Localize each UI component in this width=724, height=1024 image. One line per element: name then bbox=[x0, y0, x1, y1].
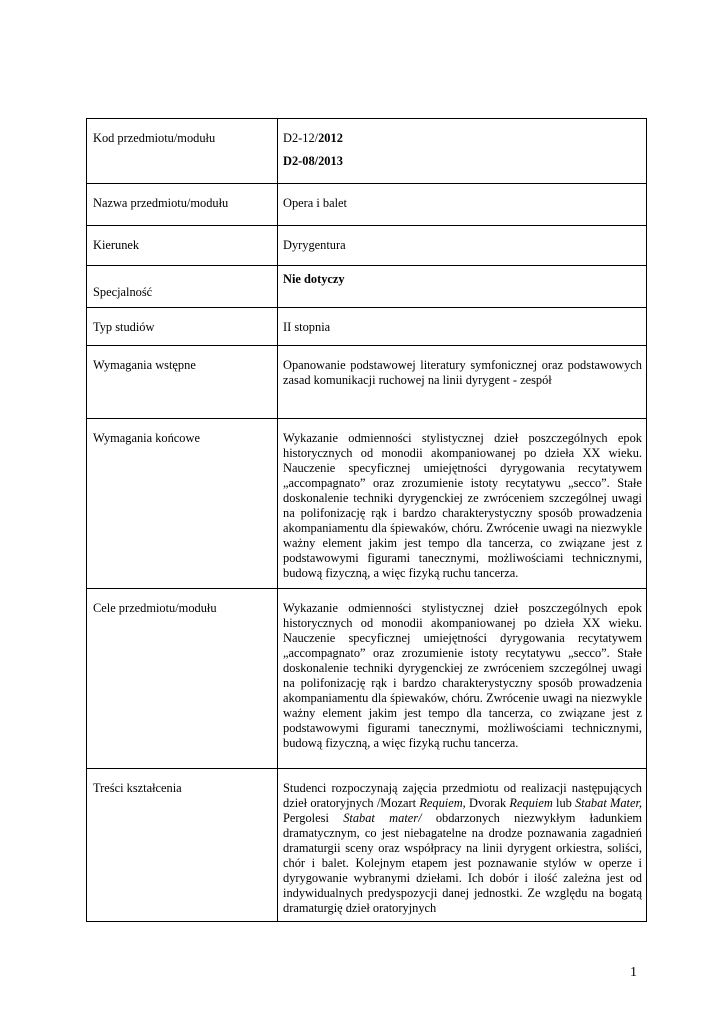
label-specialty: Specjalność bbox=[87, 266, 278, 308]
content-work-pergolesi-stabat-mater: Stabat mater/ bbox=[343, 811, 422, 825]
row-course-content bbox=[87, 769, 647, 922]
content-text-2: Dvorak bbox=[465, 796, 510, 810]
course-code-prefix: D2-12/ bbox=[283, 131, 319, 145]
label-field: Kierunek bbox=[87, 226, 278, 266]
course-code-2012 bbox=[283, 131, 642, 146]
row-course-name bbox=[87, 184, 647, 226]
value-field: Dyrygentura bbox=[278, 226, 647, 266]
course-code-2013: D2-08/2013 bbox=[283, 154, 343, 168]
label-prerequisites: Wymagania wstępne bbox=[87, 346, 278, 419]
value-course-content bbox=[278, 769, 647, 922]
row-final-requirements bbox=[87, 419, 647, 589]
content-work-stabat-mater: Stabat Mater, bbox=[575, 796, 643, 810]
row-specialty bbox=[87, 266, 647, 308]
content-text-3: lub bbox=[552, 796, 576, 810]
content-text-4: Pergolesi bbox=[283, 811, 344, 825]
value-final-requirements: Wykazanie odmienności stylistycznej dzieł poszczególnych epok historycznych od monodii akompaniowanej po dzieła XX wieku. Nauczenie specyficznej umiejętności dyrygowania recytatywem „accompagnato” oraz zrozumienie istoty recytatywu „secco”. Stałe doskonalenie techniki dyrygenckiej ze zwróceniem szczególnej uwagi na polifonizację rąk i bardzo charakterystyczny sposób prowadzenia akompaniamentu dla śpiewaków, chóru. Zwrócenie uwagi na niezwykle ważny element jakim jest tempo dla tancerza, co związane jest z podstawowymi figurami tanecznymi, możliwościami technicznymi, budową fizyczną, a więc fizyką ruchu tancerza. bbox=[278, 419, 647, 589]
label-course-content: Treści kształcenia bbox=[87, 769, 278, 922]
value-study-type: II stopnia bbox=[278, 308, 647, 346]
course-syllabus-table bbox=[86, 118, 647, 922]
row-course-goals bbox=[87, 589, 647, 769]
content-work-mozart-requiem: Requiem, bbox=[419, 796, 466, 810]
course-code-year: 2012 bbox=[318, 131, 343, 145]
value-course-code bbox=[278, 119, 647, 184]
label-course-code: Kod przedmiotu/modułu bbox=[87, 119, 278, 184]
value-prerequisites: Opanowanie podstawowej literatury symfonicznej oraz podstawowych zasad komunikacji ruchowej na linii dyrygent - zespół bbox=[278, 346, 647, 419]
content-work-dvorak-requiem: Requiem bbox=[509, 796, 553, 810]
row-prerequisites bbox=[87, 346, 647, 419]
label-final-requirements: Wymagania końcowe bbox=[87, 419, 278, 589]
label-course-goals: Cele przedmiotu/modułu bbox=[87, 589, 278, 769]
row-field bbox=[87, 226, 647, 266]
row-study-type bbox=[87, 308, 647, 346]
label-study-type: Typ studiów bbox=[87, 308, 278, 346]
label-course-name: Nazwa przedmiotu/modułu bbox=[87, 184, 278, 226]
value-course-name: Opera i balet bbox=[278, 184, 647, 226]
content-text-1: Studenci rozpoczynają zajęcia przedmiotu od realizacji następujących dzieł oratoryjnych /Mozart bbox=[283, 781, 642, 810]
value-course-goals: Wykazanie odmienności stylistycznej dzieł poszczególnych epok historycznych od monodii akompaniowanej po dzieła XX wieku. Nauczenie specyficznej umiejętności dyrygowania recytatywem „accompagnato” oraz zrozumienie istoty recytatywu „secco”. Stałe doskonalenie techniki dyrygenckiej ze zwróceniem szczególnej uwagi na polifonizację rąk i bardzo charakterystyczny sposób prowadzenia akompaniamentu dla śpiewaków, chóru. Zwrócenie uwagi na niezwykle ważny element jakim jest tempo dla tancerza, co związane jest z podstawowymi figurami tanecznymi, możliwościami technicznymi, budową fizyczną, a więc fizyką ruchu tancerza. bbox=[278, 589, 647, 769]
row-course-code bbox=[87, 119, 647, 184]
page-number: 1 bbox=[630, 965, 637, 980]
value-specialty: Nie dotyczy bbox=[278, 266, 647, 308]
content-text-5: obdarzonych niezwykłym ładunkiem dramatycznym, co jest niebagatelne na drodze poznawania zagadnień dramaturgii sceny oraz współpracy na linii dyrygent orkiestra, soliści, chór i balet. Kolejnym etapem jest poznawanie stylów w operze i dyrygowanie wybranymi dziełami. Ich dobór i ilość zależna jest od indywidualnych predyspozycji danej jednostki. Ze względu na bogatą dramaturgię dzieł oratoryjnych bbox=[283, 811, 642, 915]
